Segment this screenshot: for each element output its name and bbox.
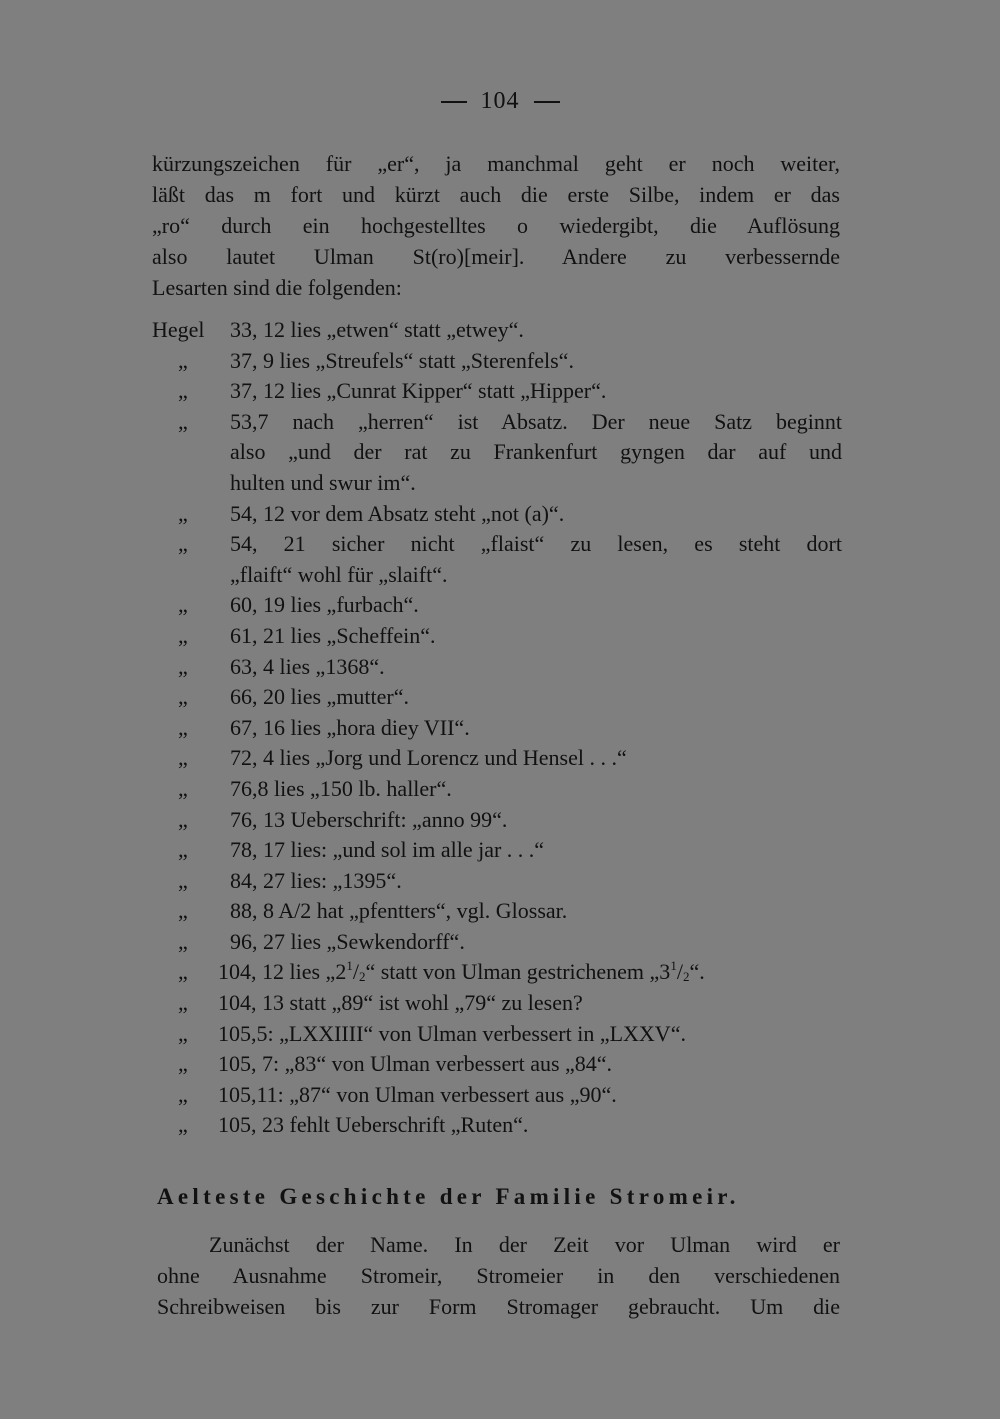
correction-row: [152, 713, 842, 744]
ditto-mark: „: [178, 898, 188, 924]
ditto-mark: „: [178, 745, 188, 771]
correction-text: 67, 16 lies „hora diey VII“.: [230, 714, 470, 740]
ditto-mark: „: [178, 1051, 188, 1077]
correction-text: 105, 23 fehlt Ueberschrift „Ruten“.: [218, 1112, 529, 1138]
correction-row: [152, 1049, 842, 1080]
dash-left: [441, 101, 467, 103]
correction-text: 66, 20 lies „mutter“.: [230, 684, 410, 710]
correction-text: 84, 27 lies: „1395“.: [230, 867, 402, 893]
correction-row: [152, 774, 842, 805]
ditto-mark: „: [178, 714, 188, 740]
correction-text: 72, 4 lies „Jorg und Lorencz und Hensel . . .“: [230, 745, 627, 771]
ditto-mark: „: [178, 959, 188, 985]
correction-row: [152, 407, 842, 438]
page-number: 104: [480, 88, 520, 114]
correction-row: [152, 927, 842, 958]
section-heading: Aelteste Geschichte der Familie Stromeir.: [157, 1184, 740, 1209]
correction-row: [152, 315, 842, 346]
ditto-mark: „: [178, 867, 188, 893]
correction-row: [152, 376, 842, 407]
correction-text: 63, 4 lies „1368“.: [230, 653, 385, 679]
ditto-mark: „: [178, 1020, 188, 1046]
corrections-list: [152, 315, 842, 1141]
correction-text: 54, 12 vor dem Absatz steht „not (a)“.: [230, 500, 565, 526]
correction-text: 105,5: „LXXIIII“ von Ulman verbessert in „LXXV“.: [218, 1020, 686, 1046]
ditto-mark: „: [178, 806, 188, 832]
correction-text: 37, 9 lies „Streufels“ statt „Sterenfels“.: [230, 347, 574, 373]
correction-row: [152, 805, 842, 836]
correction-text: 37, 12 lies „Cunrat Kipper“ statt „Hipper“.: [230, 378, 607, 404]
correction-text: 76, 13 Ueberschrift: „anno 99“.: [230, 806, 508, 832]
intro-paragraph: [152, 148, 840, 303]
correction-text: 54, 21 sicher nicht „flaist“ zu lesen, es steht dort: [230, 531, 842, 557]
correction-row: [152, 896, 842, 927]
ditto-mark: „: [178, 928, 188, 954]
correction-text: 104, 13 statt „89“ ist wohl „79“ zu lesen?: [218, 990, 583, 1016]
ditto-mark: „: [178, 347, 188, 373]
body-paragraph: [157, 1229, 840, 1322]
ditto-mark: „: [178, 1112, 188, 1138]
correction-text: 60, 19 lies „furbach“.: [230, 592, 419, 618]
correction-row: [152, 1019, 842, 1050]
correction-text: 105, 7: „83“ von Ulman verbessert aus „84“.: [218, 1051, 613, 1077]
correction-continuation: hulten und swur im“.: [230, 469, 416, 495]
page-header: [0, 88, 1000, 115]
paragraph-line: Zunächst der Name. In der Zeit vor Ulman wird er: [209, 1232, 840, 1257]
dash-right: [534, 101, 560, 103]
ditto-mark: „: [178, 837, 188, 863]
correction-text: 53,7 nach „herren“ ist Absatz. Der neue Satz beginnt: [230, 408, 842, 434]
intro-line: „ro“ durch ein hochgestelltes o wiedergibt, die Auflösung: [152, 213, 840, 238]
intro-line: kürzungszeichen für „er“, ja manchmal geht er noch weiter,: [152, 151, 840, 176]
correction-row: [152, 835, 842, 866]
correction-row: [152, 437, 842, 468]
ditto-mark: „: [178, 653, 188, 679]
ditto-mark: „: [178, 592, 188, 618]
correction-row: [152, 560, 842, 591]
correction-text: 61, 21 lies „Scheffein“.: [230, 622, 436, 648]
correction-row: [152, 499, 842, 530]
ditto-mark: „: [178, 378, 188, 404]
ditto-mark: „: [178, 531, 188, 557]
ditto-mark: „: [178, 500, 188, 526]
correction-text: 33, 12 lies „etwen“ statt „etwey“.: [230, 317, 524, 342]
correction-text: 76,8 lies „150 lb. haller“.: [230, 775, 452, 801]
intro-line: also lautet Ulman St(ro)[meir]. Andere zu verbessernde: [152, 244, 840, 269]
correction-text: 78, 17 lies: „und sol im alle jar . . .“: [230, 837, 545, 863]
ditto-mark: „: [178, 622, 188, 648]
correction-row: [152, 468, 842, 499]
paragraph-line: ohne Ausnahme Stromeir, Stromeier in den verschiedenen: [157, 1263, 840, 1288]
correction-text: 88, 8 A/2 hat „pfentters“, vgl. Glossar.: [230, 898, 568, 924]
ditto-mark: „: [178, 990, 188, 1016]
source-label: Hegel: [152, 317, 205, 342]
correction-row: [152, 1080, 842, 1111]
correction-row: [152, 590, 842, 621]
correction-text: 105,11: „87“ von Ulman verbessert aus „90“.: [218, 1081, 617, 1107]
correction-text: 96, 27 lies „Sewkendorff“.: [230, 928, 465, 954]
intro-line: läßt das m fort und kürzt auch die erste Silbe, indem er das: [152, 182, 840, 207]
ditto-mark: „: [178, 1081, 188, 1107]
correction-row: [152, 621, 842, 652]
paragraph-line: Schreibweisen bis zur Form Stromager gebraucht. Um die: [157, 1294, 840, 1319]
correction-row: [152, 346, 842, 377]
correction-continuation: also „und der rat zu Frankenfurt gyngen dar auf und: [230, 439, 842, 465]
ditto-mark: „: [178, 775, 188, 801]
correction-row: [152, 652, 842, 683]
correction-row: [152, 682, 842, 713]
correction-row: [152, 988, 842, 1019]
ditto-mark: „: [178, 408, 188, 434]
correction-text: 104, 12 lies $„2^1/_2“$ statt von Ulman gestrichenem $„3^1/_2“$.: [218, 958, 705, 985]
correction-row: [152, 529, 842, 560]
correction-row: [152, 957, 842, 988]
correction-row: [152, 743, 842, 774]
ditto-mark: „: [178, 684, 188, 710]
intro-line: Lesarten sind die folgenden:: [152, 275, 402, 300]
correction-row: [152, 866, 842, 897]
correction-continuation: „flaift“ wohl für „slaift“.: [230, 561, 448, 587]
correction-row: [152, 1110, 842, 1141]
